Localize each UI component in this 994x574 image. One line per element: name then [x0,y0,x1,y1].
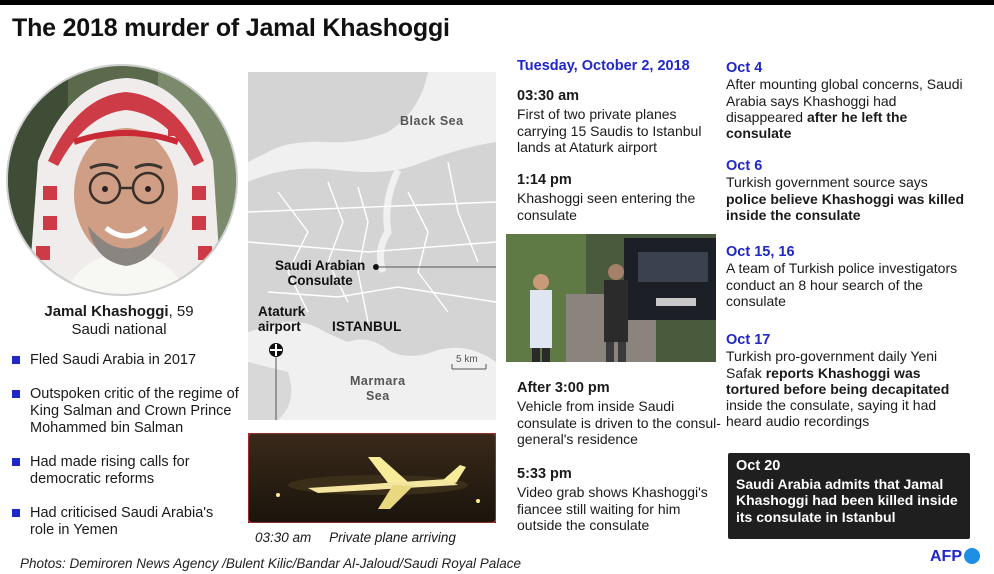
plane-photo [248,433,496,523]
profile-name: Jamal Khashoggi [44,303,169,320]
label-istanbul: ISTANBUL [332,319,402,334]
label-black-sea: Black Sea [400,114,464,128]
label-scale: 5 km [456,354,478,365]
top-rule [0,0,994,5]
event-text: Khashoggi seen entering the consulate [517,190,696,223]
plane-caption-text: Private plane arriving [329,530,456,545]
afp-logo: AFP [930,548,980,566]
event-time: After 3:00 pm [517,380,610,396]
event-text: After mounting global concerns, Saudi Arabia says Khashoggi had disappeared after he left the consulate [726,76,963,142]
timeline-event [517,172,722,223]
event-text: First of two private planes carrying 15 Saudis to Istanbul lands at Ataturk airport [517,106,702,155]
bullet-square-icon [12,458,20,466]
event-date: Oct 4 [726,60,763,76]
profile-name-block [12,303,226,339]
plane-caption [255,530,470,545]
label-airport: Ataturk airport [258,304,306,334]
label-consulate: Saudi Arabian Consulate [275,258,366,288]
afp-dot-icon [964,548,980,564]
bullet-square-icon [12,356,20,364]
timeline-day-date: Tuesday, October 2, 2018 [517,58,690,74]
fact-item: Had made rising calls for democratic reforms [12,454,240,488]
final-event-box [728,453,970,539]
portrait-photo [6,64,238,296]
timeline-event [517,380,722,447]
event-date: Oct 15, 16 [726,244,795,260]
istanbul-map [248,72,496,420]
profile-nationality: Saudi national [71,321,167,338]
event-time: 03:30 am [517,88,580,104]
event-text: Turkish government source says police believe Khashoggi was killed inside the consulate [726,174,965,223]
timeline-later-event [726,332,966,430]
final-event-date: Oct 20 [736,458,781,474]
timeline-later-event [726,244,966,309]
timeline-day [517,58,717,74]
timeline-later-event [726,60,966,141]
plane-caption-time: 03:30 am [255,530,312,545]
event-text: Video grab shows Khashoggi's fiancee still waiting for him outside the consulate [517,484,708,533]
timeline-event [517,466,722,533]
timeline-event [517,88,722,155]
profile-facts [12,352,240,556]
event-text: A team of Turkish police investigators conduct an 8 hour search of the consulate [726,260,958,309]
fact-item: Outspoken critic of the regime of King Salman and Crown Prince Mohammed bin Salman [12,386,240,437]
event-date: Oct 17 [726,332,771,348]
fact-item: Had criticised Saudi Arabia's role in Yemen [12,505,240,539]
event-time: 1:14 pm [517,172,572,188]
event-date: Oct 6 [726,158,763,174]
label-marmara-sea: Marmara Sea [350,374,406,403]
profile-age: , 59 [168,303,194,320]
timeline-later-event [726,158,966,223]
final-event-text: Saudi Arabia admits that Jamal Khashoggi had been killed inside its consulate in Istanbul [736,476,958,525]
page-title: The 2018 murder of Jamal Khashoggi [12,14,450,42]
cctv-photo [506,234,716,362]
event-text: Turkish pro-government daily Yeni Safak reports Khashoggi was tortured before being decapitated inside the consulate, saying it had heard audio recordings [726,348,950,430]
bullet-square-icon [12,509,20,517]
fact-item: Fled Saudi Arabia in 2017 [12,352,240,369]
event-text: Vehicle from inside Saudi consulate is driven to the consul-general's residence [517,398,721,447]
photo-credits: Photos: Demiroren News Agency /Bulent Kilic/Bandar Al-Jaloud/Saudi Royal Palace [20,556,522,571]
event-time: 5:33 pm [517,466,572,482]
bullet-square-icon [12,390,20,398]
